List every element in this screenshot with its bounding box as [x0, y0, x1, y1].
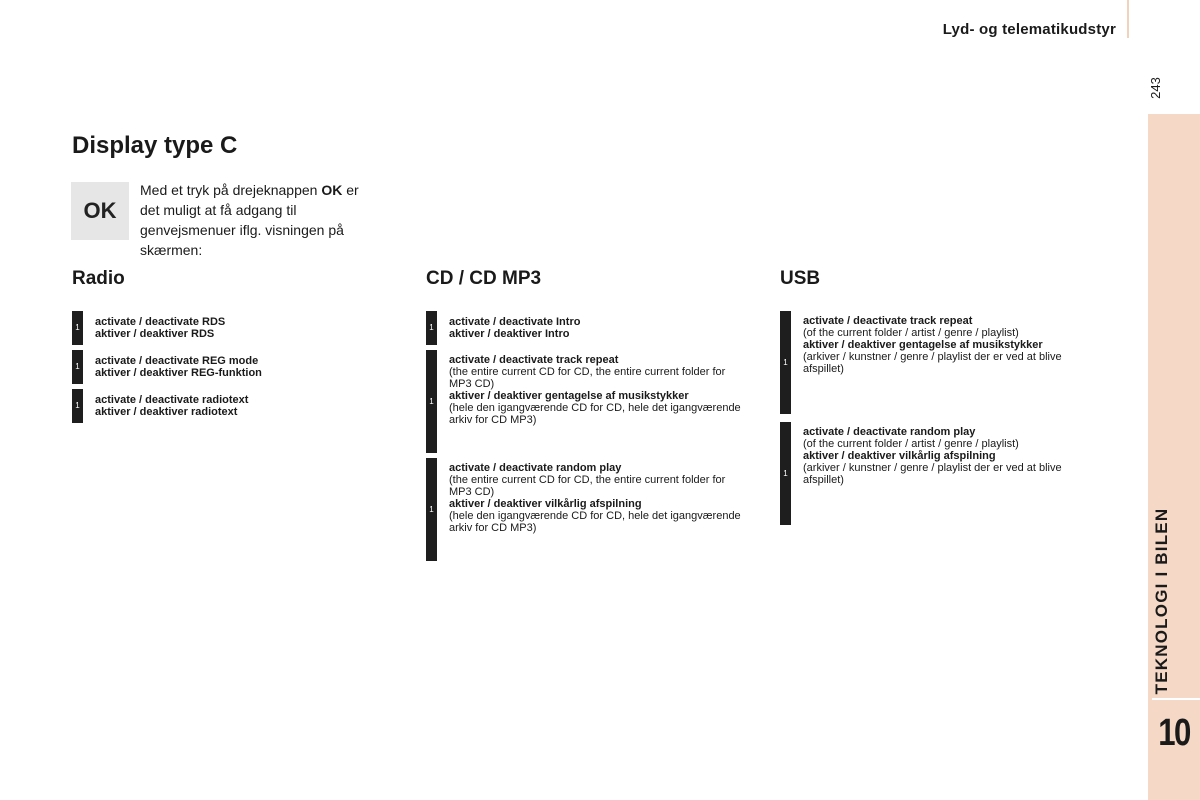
entry-en-note: (of the current folder / artist / genre / playlist)	[803, 327, 1019, 339]
radio-entry-rds	[72, 311, 402, 345]
usb-entry-random	[780, 422, 1110, 525]
entry-da-note: (hele den igangværende CD for CD, hele det igangværende arkiv for CD MP3)	[449, 402, 741, 426]
entry-en: activate / deactivate Intro	[449, 316, 581, 328]
entry-da: aktiver / deaktiver vilkårlig afspilning	[803, 450, 996, 462]
cd-entry-intro	[426, 311, 756, 345]
entry-marker: 1	[780, 311, 791, 414]
usb-column	[780, 268, 1110, 525]
entry-da: aktiver / deaktiver radiotext	[95, 406, 238, 418]
cd-entry-repeat	[426, 350, 756, 453]
entry-da: aktiver / deaktiver RDS	[95, 328, 215, 340]
header-divider	[1127, 0, 1129, 38]
intro-text-part2: er det muligt at få adgang til genvejsmenuer iflg. visningen på skærmen:	[140, 182, 359, 258]
entry-en: activate / deactivate REG mode	[95, 355, 259, 367]
entry-marker: 1	[72, 389, 83, 423]
section-title: Display type C	[72, 132, 238, 159]
cd-entry-random	[426, 458, 756, 561]
usb-heading: USB	[780, 268, 821, 289]
intro-text	[140, 180, 380, 260]
entry-da: aktiver / deaktiver Intro	[449, 328, 570, 340]
radio-entry-radiotext	[72, 389, 402, 423]
entry-da-note: (hele den igangværende CD for CD, hele det igangværende arkiv for CD MP3)	[449, 510, 741, 534]
entry-marker: 1	[426, 311, 437, 345]
entry-marker: 1	[426, 350, 437, 453]
entry-marker: 1	[72, 350, 83, 384]
entry-da-note: (arkiver / kunstner / genre / playlist der er ved at blive afspillet)	[803, 462, 1062, 486]
entry-marker: 1	[426, 458, 437, 561]
cd-heading: CD / CD MP3	[426, 268, 542, 289]
entry-marker: 1	[780, 422, 791, 525]
entry-en-note: (the entire current CD for CD, the entire current folder for MP3 CD)	[449, 474, 726, 498]
entry-da: aktiver / deaktiver gentagelse af musikstykker	[449, 390, 689, 402]
entry-da-note: (arkiver / kunstner / genre / playlist der er ved at blive afspillet)	[803, 351, 1062, 375]
radio-heading: Radio	[72, 268, 125, 289]
entry-da: aktiver / deaktiver vilkårlig afspilning	[449, 498, 642, 510]
usb-entry-repeat	[780, 311, 1110, 414]
ok-button-icon: OK	[71, 182, 129, 240]
entry-marker: 1	[72, 311, 83, 345]
chapter-tab-label: TEKNOLOGI I BILEN	[1152, 507, 1171, 695]
radio-entry-reg	[72, 350, 402, 384]
entry-en-note: (the entire current CD for CD, the entire current folder for MP3 CD)	[449, 366, 726, 390]
entry-da: aktiver / deaktiver gentagelse af musikstykker	[803, 339, 1043, 351]
entry-en-note: (of the current folder / artist / genre / playlist)	[803, 438, 1019, 450]
page-number: 243	[1148, 77, 1163, 99]
running-header: Lyd- og telematikudstyr	[942, 21, 1116, 38]
entry-en: activate / deactivate RDS	[95, 316, 226, 328]
entry-da: aktiver / deaktiver REG-funktion	[95, 367, 262, 379]
radio-column	[72, 268, 402, 423]
entry-en: activate / deactivate radiotext	[95, 394, 249, 406]
entry-en: activate / deactivate random play	[803, 426, 976, 438]
entry-en: activate / deactivate random play	[449, 462, 622, 474]
cd-column	[426, 268, 756, 561]
chapter-number: 10	[1158, 712, 1190, 754]
entry-en: activate / deactivate track repeat	[449, 354, 619, 366]
intro-text-ok: OK	[321, 182, 343, 198]
chapter-tab	[1148, 114, 1200, 800]
entry-en: activate / deactivate track repeat	[803, 315, 973, 327]
intro-text-part1: Med et tryk på drejeknappen	[140, 182, 322, 198]
chapter-tab-divider	[1152, 698, 1200, 700]
